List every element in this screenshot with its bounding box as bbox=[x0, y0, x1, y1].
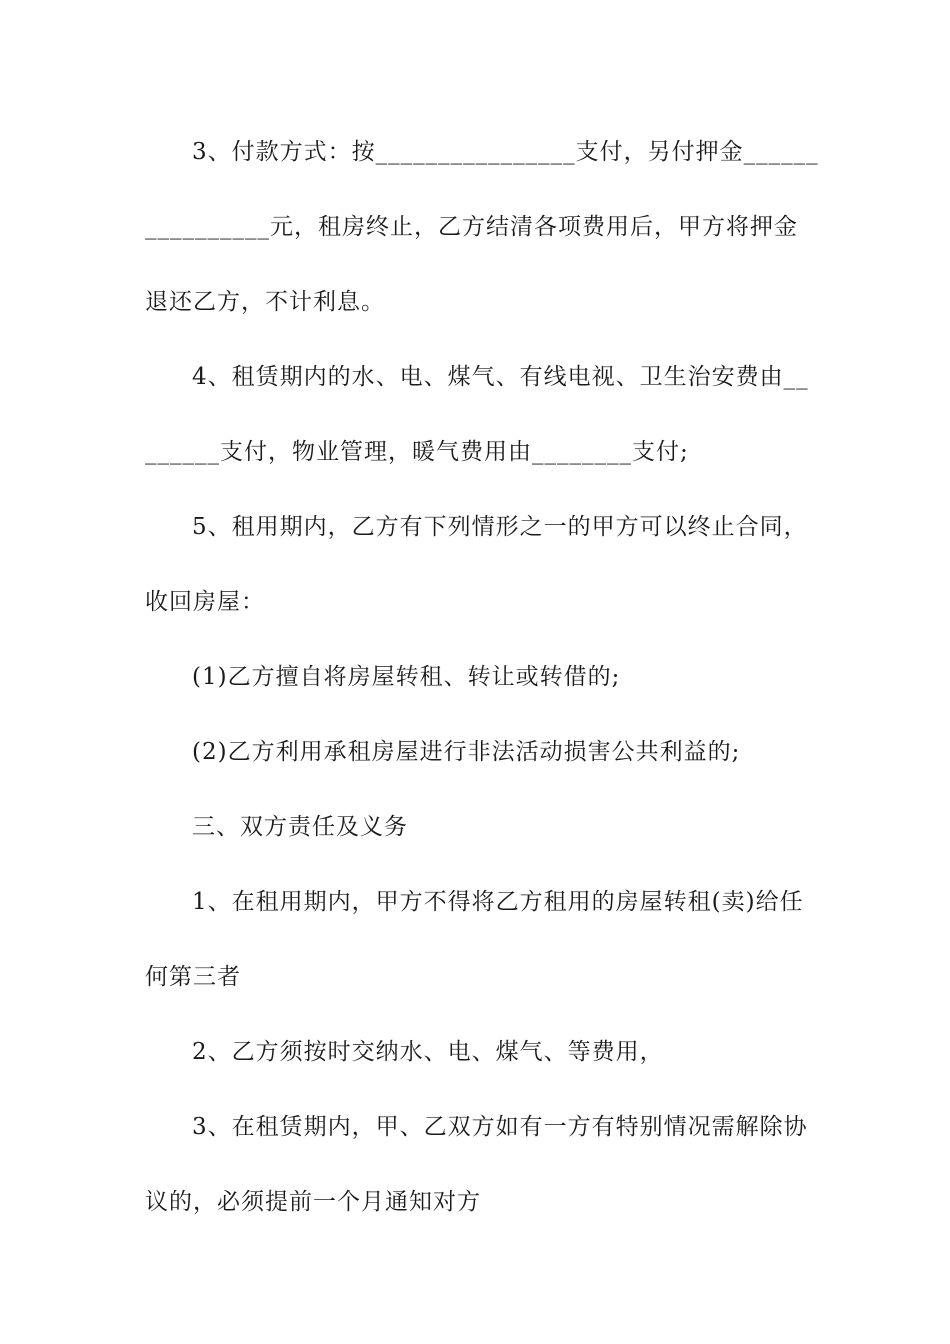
clause-3-payment-method-line-1: 3、付款方式：按________________支付，另付押金______ bbox=[192, 139, 819, 165]
clause-3-payment-method-line-3: 退还乙方，不计利息。 bbox=[145, 289, 385, 315]
responsibility-3-line-2: 议的，必须提前一个月通知对方 bbox=[145, 1189, 481, 1215]
section-heading-responsibilities: 三、双方责任及义务 bbox=[192, 814, 408, 840]
responsibility-1-line-1: 1、在租用期内，甲方不得将乙方租用的房屋转租(卖)给任 bbox=[192, 889, 804, 915]
clause-3-payment-method-line-2: __________元，租房终止，乙方结清各项费用后，甲方将押金 bbox=[145, 214, 798, 240]
termination-item-2: (2)乙方利用承租房屋进行非法活动损害公共利益的; bbox=[192, 739, 741, 765]
clause-4-utilities-line-1: 4、租赁期内的水、电、煤气、有线电视、卫生治安费由__ bbox=[192, 364, 809, 390]
responsibility-3-line-1: 3、在租赁期内，甲、乙双方如有一方有特别情况需解除协 bbox=[192, 1114, 808, 1140]
responsibility-1-line-2: 何第三者 bbox=[145, 964, 241, 990]
clause-4-utilities-line-2: ______支付，物业管理，暖气费用由________支付; bbox=[145, 439, 689, 465]
clause-5-termination-line-1: 5、租用期内，乙方有下列情形之一的甲方可以终止合同， bbox=[192, 514, 808, 540]
responsibility-2: 2、乙方须按时交纳水、电、煤气、等费用， bbox=[192, 1039, 664, 1065]
termination-item-1: (1)乙方擅自将房屋转租、转让或转借的; bbox=[192, 664, 621, 690]
clause-5-termination-line-2: 收回房屋： bbox=[145, 589, 265, 615]
